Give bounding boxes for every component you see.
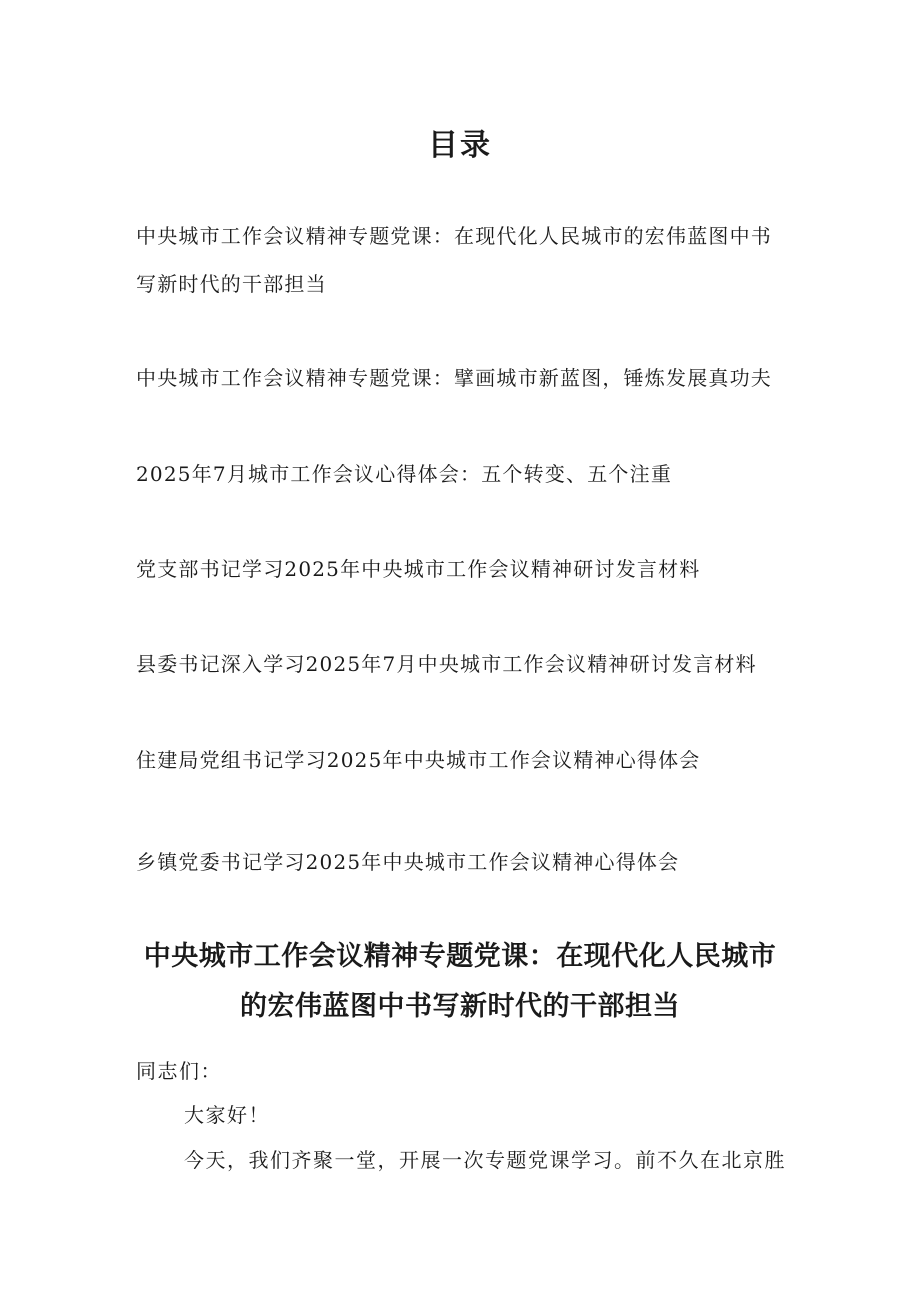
toc-item-line: 县委书记深入学习2025年7月中央城市工作会议精神研讨发言材料 [136, 652, 757, 676]
toc-item[interactable] [136, 640, 796, 688]
toc-item[interactable] [136, 354, 796, 402]
toc-item[interactable] [136, 450, 796, 498]
toc-item-line: 2025年7月城市工作会议心得体会：五个转变、五个注重 [136, 462, 673, 486]
toc-item-line: 写新时代的干部担当 [136, 272, 327, 296]
toc-item-line: 乡镇党委书记学习2025年中央城市工作会议精神心得体会 [136, 850, 680, 874]
article-title-line: 中央城市工作会议精神专题党课：在现代化人民城市 [143, 941, 777, 972]
toc-item[interactable] [136, 212, 796, 308]
toc-item-line: 党支部书记学习2025年中央城市工作会议精神研讨发言材料 [136, 557, 701, 581]
toc-item[interactable] [136, 736, 796, 784]
toc-item-line: 中央城市工作会议精神专题党课：在现代化人民城市的宏伟蓝图中书 [136, 224, 772, 248]
salutation: 同志们： [136, 1059, 222, 1083]
toc-item-line: 中央城市工作会议精神专题党课：擘画城市新蓝图，锤炼发展真功夫 [136, 366, 772, 390]
body-paragraph: 今天，我们齐聚一堂，开展一次专题党课学习。前不久在北京胜 [184, 1148, 786, 1172]
article-title [110, 932, 810, 1032]
article-title-line: 的宏伟蓝图中书写新时代的干部担当 [240, 991, 680, 1022]
toc-item[interactable] [136, 838, 796, 886]
toc-item-line: 住建局党组书记学习2025年中央城市工作会议精神心得体会 [136, 748, 701, 772]
toc-title: 目录 [428, 128, 492, 163]
greeting: 大家好！ [184, 1103, 270, 1127]
toc-item[interactable] [136, 545, 796, 593]
